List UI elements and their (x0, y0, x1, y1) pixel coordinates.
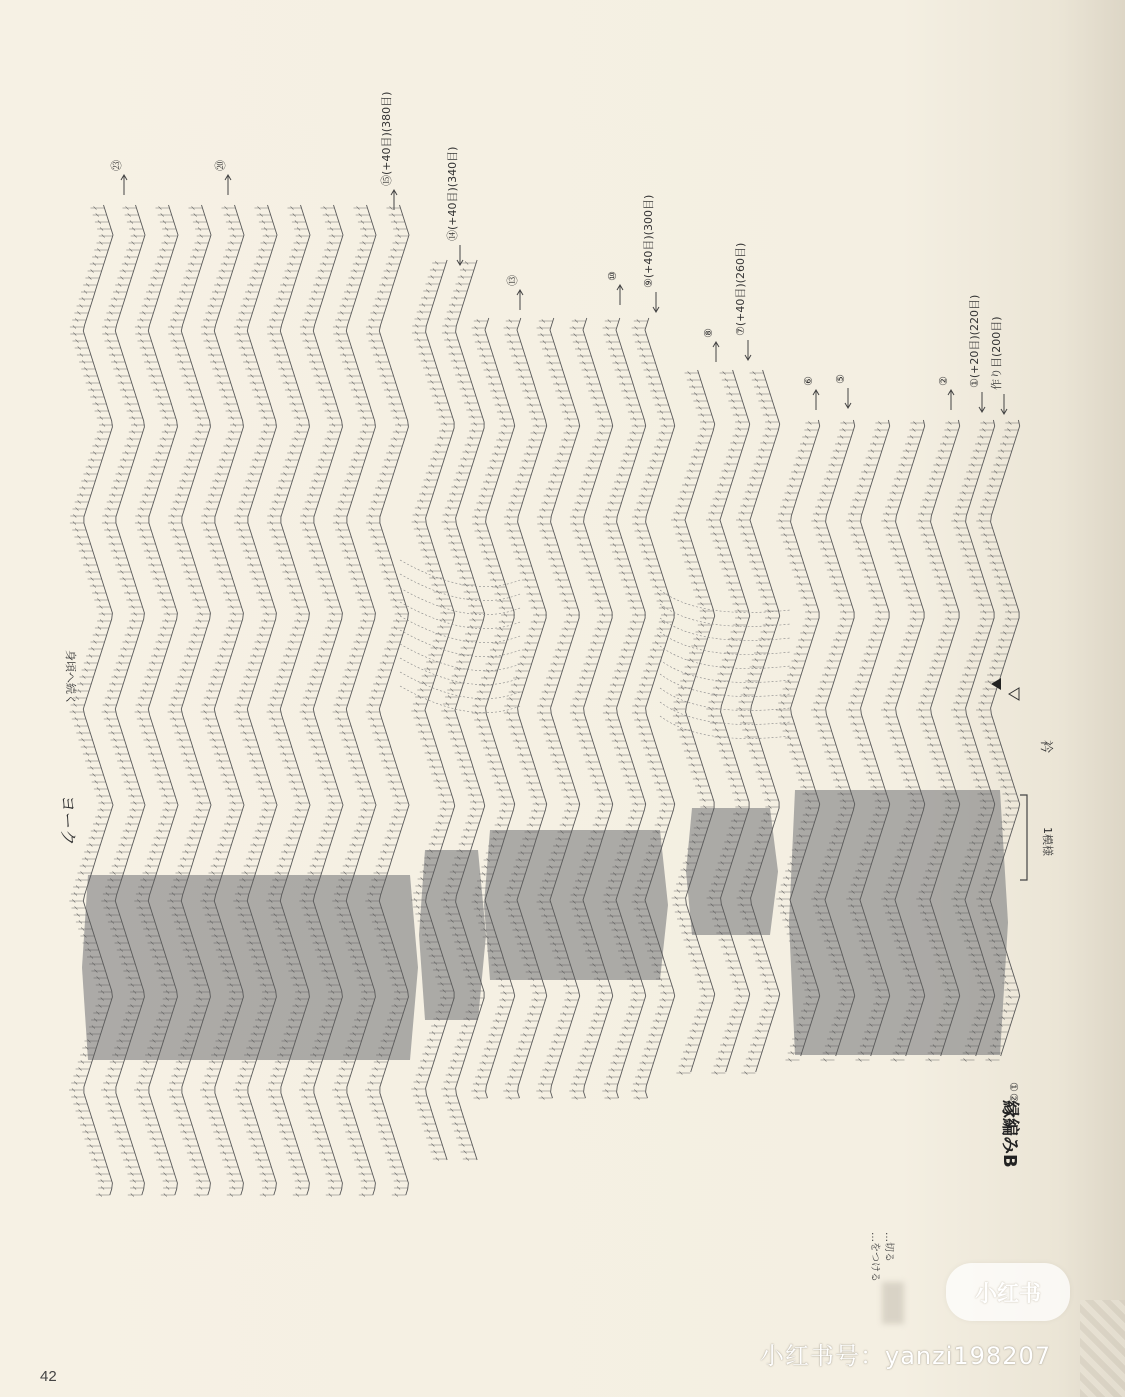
row-label-r0: 作り目(200目) (990, 316, 1003, 390)
one-pattern-label: 1模様 (1041, 827, 1054, 856)
watermark-logo (946, 1263, 1070, 1321)
row-label-r13: ⑬ (506, 275, 519, 286)
band4-row3-stitches (736, 372, 780, 1075)
band4-row3-line (750, 370, 780, 1072)
row-label-r1: ①(+20目)(220目) (968, 294, 981, 388)
increase-connector (400, 602, 520, 629)
band4-row2-line (720, 370, 750, 1072)
row-label-r7: ⑦(+40目)(260目) (734, 242, 747, 336)
row-label-r15: ⑮(+40目)(380目) (380, 91, 393, 186)
row-labels (110, 92, 1003, 390)
band3-row2-stitches (503, 320, 547, 1100)
band3-row1-line (485, 318, 515, 1098)
increase-connector (400, 630, 520, 657)
row-label-r9: ⑨(+40目)(300目) (642, 194, 655, 288)
edging-row-1: ① (1007, 1082, 1020, 1092)
band3-row3-line (550, 318, 580, 1098)
join-marker-filled (991, 678, 1001, 690)
band3-row4-line (583, 318, 613, 1098)
edging-row-2: ② (1007, 1093, 1020, 1103)
band4-row1-line (685, 370, 715, 1072)
band3-row6-stitches (631, 320, 675, 1100)
row-label-r5: ⑤ (834, 374, 847, 384)
shaded-repeat-5 (789, 790, 1008, 1055)
side-note-1: …をつける (869, 1232, 880, 1282)
row-label-r2: ② (937, 376, 950, 386)
band2-row2-stitches (441, 262, 485, 1161)
continue-to-body-label: 身頃へ続く (64, 650, 77, 705)
increase-connector (660, 688, 790, 711)
row-label-r6: ⑥ (802, 376, 815, 386)
increase-connector (660, 660, 790, 683)
band3-row2-line (517, 318, 547, 1098)
band2-row1-line (425, 260, 455, 1160)
band4-row1-stitches (671, 372, 715, 1075)
increase-connector (660, 590, 790, 613)
join-marker-open (1009, 688, 1019, 700)
collar-label: 衿 (1038, 740, 1053, 754)
redacted-patch (882, 1282, 904, 1324)
page-corner-shadow (1080, 1300, 1125, 1397)
increase-connector (660, 604, 790, 627)
row-arrows (121, 175, 1007, 414)
one-pattern-bracket (1020, 795, 1027, 880)
row-label-r23: ㉓ (110, 160, 123, 171)
yoke-title: ヨーク (57, 795, 77, 846)
row-label-r20: ⑳ (214, 160, 227, 171)
row-label-r14: ⑭(+40目)(340目) (446, 146, 459, 241)
watermark-id: 小红书号：yanzi198207 (760, 1342, 1052, 1370)
increase-connector (400, 588, 520, 615)
edging-label: 縁編みB (999, 1100, 1020, 1168)
increase-connector (660, 702, 790, 725)
increase-connector (660, 618, 790, 641)
increase-connector (660, 632, 790, 655)
side-note-2: …切る (883, 1232, 894, 1262)
band3-row6-line (645, 318, 675, 1098)
increase-connector (400, 616, 520, 643)
watermark-logo-text: 小红书 (974, 1281, 1041, 1307)
page-number: 42 (40, 1368, 57, 1385)
row-label-r8: ⑧ (702, 328, 715, 338)
shaded-repeat-3 (484, 830, 668, 980)
pattern-repeat-shading (82, 790, 1008, 1060)
increase-connector (660, 646, 790, 669)
band3-row5-line (616, 318, 646, 1098)
row-label-r10: ⑩ (606, 271, 619, 281)
